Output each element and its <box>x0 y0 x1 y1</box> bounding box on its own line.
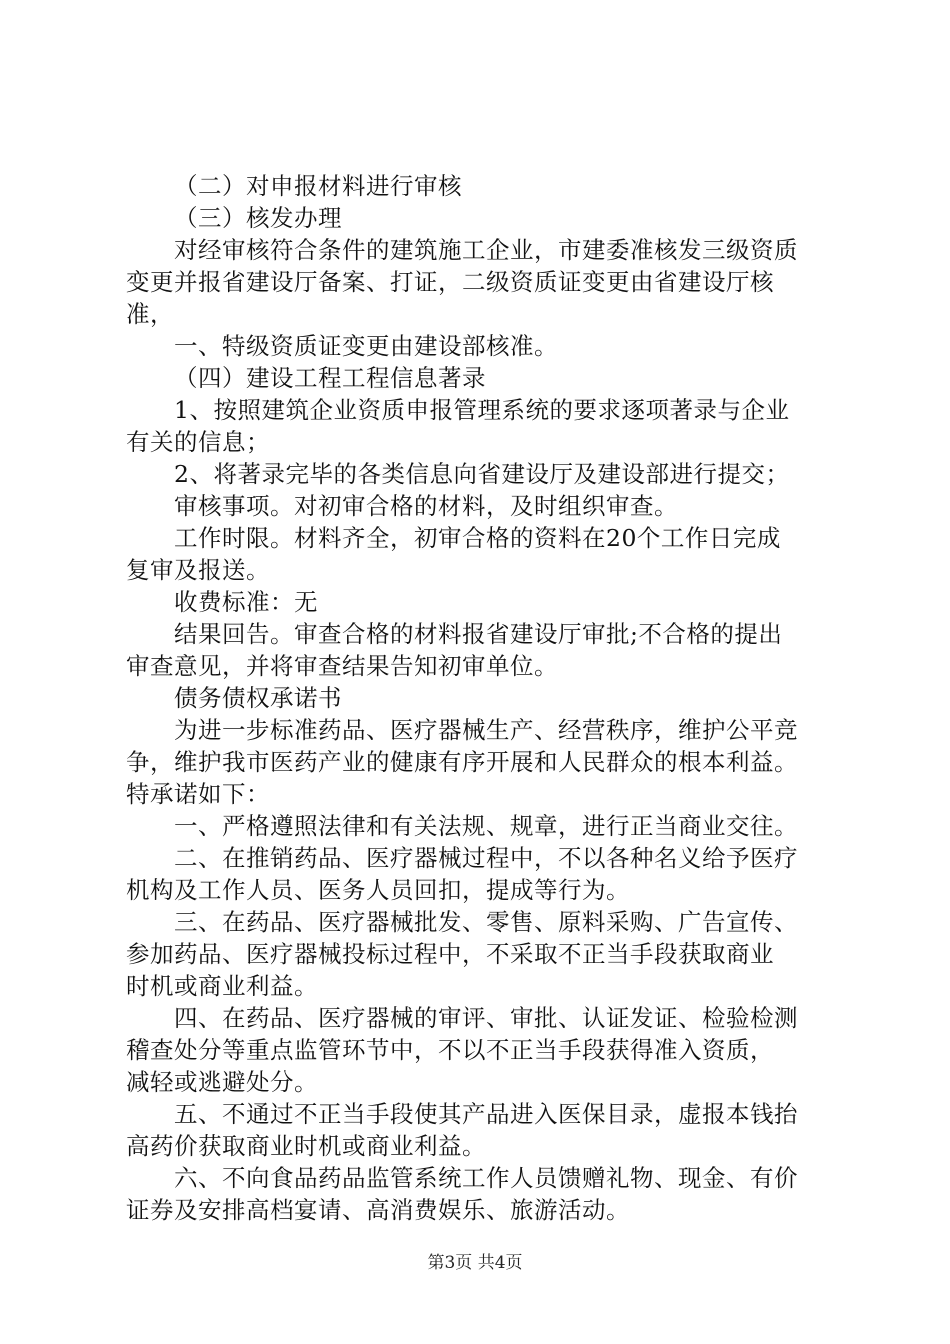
text-line: 准， <box>126 300 174 328</box>
text-line: 六、不向食品药品监管系统工作人员馈赠礼物、现金、有价 <box>174 1164 798 1192</box>
text-line: 争，维护我市医药产业的健康有序开展和人民群众的根本利益。 <box>126 748 798 776</box>
text-line: 二、在推销药品、医疗器械过程中，不以各种名义给予医疗 <box>174 844 798 872</box>
text-line: 结果回告。审查合格的材料报省建设厅审批;不合格的提出 <box>174 620 783 648</box>
text-line: 2、将著录完毕的各类信息向省建设厅及建设部进行提交； <box>174 460 790 488</box>
text-line: 为进一步标准药品、医疗器械生产、经营秩序，维护公平竞 <box>174 716 798 744</box>
text-line: 工作时限。材料齐全，初审合格的资料在20个工作日完成 <box>174 524 781 552</box>
text-line: 复审及报送。 <box>126 556 270 584</box>
text-line: 机构及工作人员、医务人员回扣，提成等行为。 <box>126 876 630 904</box>
page-footer: 第3页 共4页 <box>427 1253 523 1273</box>
text-line: 三、在药品、医疗器械批发、零售、原料采购、广告宣传、 <box>174 908 798 936</box>
text-line: 高药价获取商业时机或商业利益。 <box>126 1132 486 1160</box>
text-line: （三）核发办理 <box>174 204 342 232</box>
text-line: 收费标准：无 <box>174 588 318 616</box>
text-line: 有关的信息； <box>126 428 270 456</box>
text-line: 减轻或逃避处分。 <box>126 1068 318 1096</box>
text-line: 变更并报省建设厅备案、打证，二级资质证变更由省建设厅核 <box>126 268 774 296</box>
text-line: 稽查处分等重点监管环节中，不以不正当手段获得准入资质， <box>126 1036 774 1064</box>
text-line: 参加药品、医疗器械投标过程中，不采取不正当手段获取商业 <box>126 940 774 968</box>
text-line: 债务债权承诺书 <box>174 684 342 712</box>
text-line: 对经审核符合条件的建筑施工企业，市建委准核发三级资质 <box>174 236 798 264</box>
text-line: 审查意见，并将审查结果告知初审单位。 <box>126 652 558 680</box>
text-line: 审核事项。对初审合格的材料，及时组织审查。 <box>174 492 678 520</box>
text-line: 1、按照建筑企业资质申报管理系统的要求逐项著录与企业 <box>174 396 790 424</box>
text-line: 五、不通过不正当手段使其产品进入医保目录，虚报本钱抬 <box>174 1100 798 1128</box>
text-line: 时机或商业利益。 <box>126 972 318 1000</box>
text-line: 四、在药品、医疗器械的审评、审批、认证发证、检验检测 <box>174 1004 798 1032</box>
text-line: 一、特级资质证变更由建设部核准。 <box>174 332 558 360</box>
text-line: （二）对申报材料进行审核 <box>174 172 462 200</box>
text-line: （四）建设工程工程信息著录 <box>174 364 486 392</box>
text-line: 一、严格遵照法律和有关法规、规章，进行正当商业交往。 <box>174 812 798 840</box>
text-line: 证券及安排高档宴请、高消费娱乐、旅游活动。 <box>126 1196 630 1224</box>
text-line: 特承诺如下： <box>126 780 270 808</box>
